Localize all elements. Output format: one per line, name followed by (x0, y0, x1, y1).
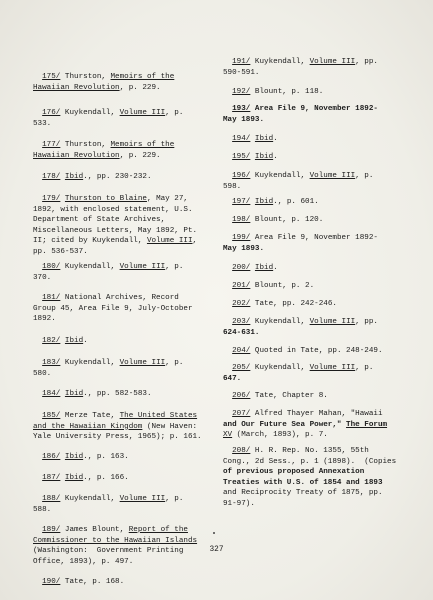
footnote-191 (223, 57, 423, 78)
footnote-text: Alfred Thayer Mahan, "Hawaii (250, 410, 383, 418)
footnote-title: Volume III (309, 172, 356, 180)
footnote-text: Kuykendall, (60, 109, 120, 117)
footnote-title: Report of the (128, 526, 188, 534)
footnote-number: 208/ (232, 447, 251, 455)
footnote-text: Thurston, (60, 141, 111, 149)
footnote-number: 203/ (232, 318, 251, 326)
footnote-text: Thurston, (60, 73, 111, 81)
footnote-title: Volume III (309, 364, 356, 372)
footnote-202 (223, 299, 423, 310)
footnote-number: 202/ (232, 300, 251, 308)
footnote-text: 533. (33, 119, 52, 128)
footnote-number: 199/ (232, 234, 251, 242)
footnote-text: May 1893. (223, 244, 265, 253)
footnote-text: ., pp. 230-232. (83, 173, 152, 181)
footnote-title: The Forum (346, 420, 388, 429)
footnote-title: Volume III (309, 318, 356, 326)
footnote-text: Kuykendall, (250, 58, 310, 66)
footnote-number: 186/ (42, 453, 61, 461)
footnote-text: ., p. 163. (83, 453, 129, 461)
footnote-207 (223, 409, 423, 441)
footnote-text: , pp. (355, 58, 378, 66)
footnote-text: . (273, 264, 278, 272)
footnote-number: 195/ (232, 153, 251, 161)
footnote-number: 194/ (232, 135, 251, 143)
footnote-number: 176/ (42, 109, 61, 117)
footnote-175 (33, 72, 233, 93)
footnote-text: (New Haven: (142, 422, 198, 431)
footnote-200 (223, 263, 423, 274)
footnote-number: 187/ (42, 474, 61, 482)
footnote-text: and Our Future Sea Power," (223, 420, 347, 429)
footnote-title: Hawaiian Revolution (33, 83, 120, 92)
footnote-number: 175/ (42, 73, 61, 81)
footnote-number: 204/ (232, 347, 251, 355)
footnote-text: Merze Tate, (60, 412, 120, 420)
footnote-text: , p. 229. (119, 83, 161, 92)
footnote-title: Ibid (64, 453, 84, 461)
footnote-text: Kuykendall, (60, 359, 120, 367)
footnote-text: Blount, p. 2. (250, 282, 315, 290)
footnote-text: . (273, 153, 278, 161)
footnote-text: Area File 9, November 1892- (250, 234, 378, 242)
footnote-title: Volume III (146, 237, 193, 246)
footnote-177 (33, 140, 233, 161)
footnote-text: II; cited by Kuykendall, (33, 237, 147, 246)
footnote-text: 370. (33, 273, 52, 282)
footnote-number: 180/ (42, 263, 61, 271)
footnote-text: ., p. 601. (273, 198, 319, 206)
footnote-number: 188/ (42, 495, 61, 503)
footnote-title: Ibid (64, 337, 84, 345)
footnote-text: Quoted in Tate, pp. 248-249. (250, 347, 383, 355)
footnote-195 (223, 152, 423, 163)
footnote-text: , p. (165, 109, 184, 117)
footnote-text: Kuykendall, (60, 495, 120, 503)
footnote-title: Hawaiian Revolution (33, 151, 120, 160)
footnote-193 (223, 104, 423, 125)
footnote-text: (Washington: Government Printing (33, 547, 184, 556)
footnote-text: Group 45, Area File 9, July-October (33, 304, 193, 313)
footnote-text: 91-97). (223, 499, 255, 508)
footnote-text: Area File 9, November 1892- (250, 105, 378, 113)
footnote-title: Ibid (254, 198, 274, 206)
footnote-number: 189/ (42, 526, 61, 534)
footnote-text: 588. (33, 505, 52, 514)
footnote-title: Ibid (254, 153, 274, 161)
footnote-text: Treaties with U.S. of 1854 and 1893 (223, 478, 383, 487)
page-number: 327 (209, 546, 224, 554)
footnote-number: 205/ (232, 364, 251, 372)
footnote-title: Ibid (64, 173, 84, 181)
footnote-text: pp. 536-537. (33, 247, 88, 256)
footnote-176 (33, 108, 233, 129)
footnote-text: , pp. (355, 318, 378, 326)
footnote-text: 647. (223, 374, 242, 383)
footnote-title: and the Hawaiian Kingdom (33, 422, 143, 431)
ink-dot (213, 532, 215, 534)
footnote-number: 184/ (42, 390, 61, 398)
footnote-text: Yale University Press, 1965); p. 161. (33, 433, 202, 442)
footnote-number: 192/ (232, 88, 251, 96)
footnote-198 (223, 215, 423, 226)
footnote-text: , p. (355, 172, 374, 180)
footnote-181 (33, 293, 233, 325)
footnote-title: Ibid (64, 390, 84, 398)
footnote-text: 580. (33, 369, 52, 378)
footnote-text: Tate, Chapter 8. (250, 392, 328, 400)
footnote-text: Tate, p. 168. (60, 578, 125, 586)
footnote-208 (223, 446, 423, 510)
footnote-182 (33, 336, 233, 347)
footnote-number: 206/ (232, 392, 251, 400)
footnote-text: ., pp. 582-583. (83, 390, 152, 398)
footnote-text: ., p. 166. (83, 474, 129, 482)
footnote-number: 179/ (42, 195, 61, 203)
footnote-title: Memoirs of the (110, 141, 175, 149)
footnote-text: , p. (165, 263, 184, 271)
footnote-title: Thurston to Blaine (64, 195, 147, 203)
footnote-text: May 1893. (223, 115, 265, 124)
footnote-text: , p. (165, 359, 184, 367)
footnote-text: Cong., 2d Sess., p. 1 (1898). (Copies (223, 457, 397, 466)
footnote-205 (223, 363, 423, 384)
footnote-text: H. R. Rep. No. 1355, 55th (250, 447, 369, 455)
footnote-title: Volume III (119, 109, 166, 117)
footnote-187 (33, 473, 233, 484)
footnote-title: Volume III (119, 263, 166, 271)
footnote-text: 624-631. (223, 328, 260, 337)
footnote-text: , (192, 237, 198, 246)
footnote-text: Kuykendall, (60, 263, 120, 271)
footnote-180 (33, 262, 233, 283)
footnote-text: of previous proposed Annexation (223, 468, 365, 477)
footnote-204 (223, 346, 423, 357)
footnote-206 (223, 391, 423, 402)
footnote-185 (33, 411, 233, 443)
footnote-183 (33, 358, 233, 379)
footnote-title: Volume III (119, 495, 166, 503)
footnote-188 (33, 494, 233, 515)
footnote-196 (223, 171, 423, 192)
footnote-text: Blount, p. 118. (250, 88, 324, 96)
footnote-text: 1892, with enclosed statement, U.S. (33, 205, 193, 214)
footnote-text: . (273, 135, 278, 143)
footnote-text: Kuykendall, (250, 364, 310, 372)
footnote-number: 178/ (42, 173, 61, 181)
footnote-number: 198/ (232, 216, 251, 224)
footnote-text: Kuykendall, (250, 318, 310, 326)
footnote-178 (33, 172, 233, 183)
footnote-number: 185/ (42, 412, 61, 420)
footnote-number: 196/ (232, 172, 251, 180)
footnote-number: 207/ (232, 410, 251, 418)
footnote-190 (33, 577, 233, 588)
footnote-title: The United States (119, 412, 198, 420)
footnote-number: 191/ (232, 58, 251, 66)
footnote-203 (223, 317, 423, 338)
footnote-text: James Blount, (60, 526, 129, 534)
footnote-201 (223, 281, 423, 292)
footnote-186 (33, 452, 233, 463)
footnote-text: Blount, p. 120. (250, 216, 324, 224)
footnote-text: 590-591. (223, 68, 260, 77)
footnote-title: Ibid (254, 264, 274, 272)
footnote-number: 201/ (232, 282, 251, 290)
footnote-text: (March, 1893), p. 7. (232, 431, 328, 440)
footnote-title: Ibid (64, 474, 84, 482)
footnote-179 (33, 194, 233, 258)
footnote-text: , p. 229. (119, 151, 161, 160)
footnote-199 (223, 233, 423, 254)
footnote-text: , p. (355, 364, 374, 372)
footnote-number: 177/ (42, 141, 61, 149)
footnote-number: 183/ (42, 359, 61, 367)
footnote-number: 197/ (232, 198, 251, 206)
footnote-title: XV (223, 431, 233, 440)
footnote-text: Office, 1893), p. 497. (33, 557, 134, 566)
footnote-text: 598. (223, 182, 242, 191)
footnote-text: , May 27, (146, 195, 188, 203)
footnote-184 (33, 389, 233, 400)
footnote-title: Volume III (309, 58, 356, 66)
footnote-text: , p. (165, 495, 184, 503)
footnote-number: 181/ (42, 294, 61, 302)
footnote-text: Kuykendall, (250, 172, 310, 180)
footnote-text: 1892. (33, 315, 56, 324)
footnote-number: 190/ (42, 578, 61, 586)
footnote-192 (223, 87, 423, 98)
footnote-number: 193/ (232, 105, 251, 113)
footnote-number: 182/ (42, 337, 61, 345)
footnote-text: . (83, 337, 88, 345)
footnote-194 (223, 134, 423, 145)
footnote-text: Miscellaneous Letters, May 1892, Pt. (33, 226, 198, 235)
footnote-text: Tate, pp. 242-246. (250, 300, 337, 308)
footnote-text: and Reciprocity Treaty of 1875, pp. (223, 489, 383, 498)
footnote-title: Ibid (254, 135, 274, 143)
footnote-number: 200/ (232, 264, 251, 272)
footnote-title: Volume III (119, 359, 166, 367)
footnote-text: Department of State Archives, (33, 216, 166, 225)
footnote-title: Commissioner to the Hawaiian Islands (33, 536, 198, 545)
footnote-197 (223, 197, 423, 208)
footnote-text: National Archives, Record (60, 294, 179, 302)
footnote-title: Memoirs of the (110, 73, 175, 81)
